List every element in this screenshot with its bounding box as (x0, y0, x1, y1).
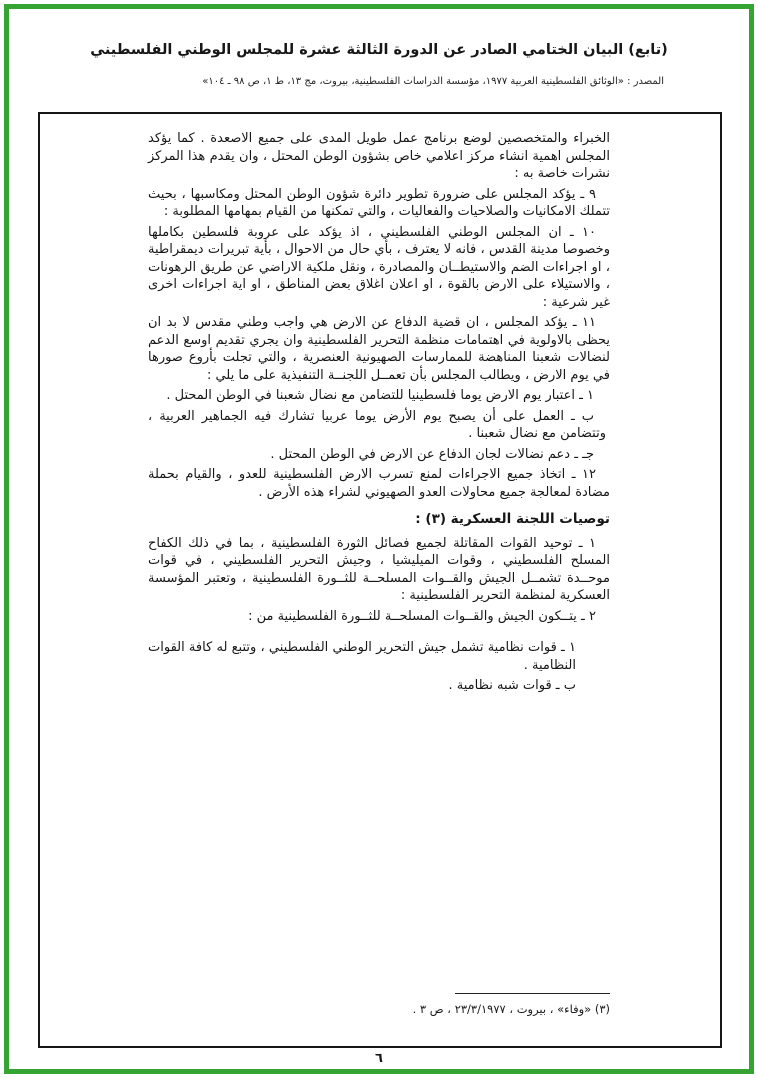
footnote-area (148, 993, 610, 1016)
document-title: (تابع) البيان الختامي الصادر عن الدورة الثالثة عشرة للمجلس الوطني الفلسطيني (90, 42, 668, 58)
paragraph: ١ ـ توحيد القوات المقاتلة لجميع فصائل الثورة الفلسطينية ، بما في ذلك الكفاح المسلح الفلسطيني ، وقوات الميليشيا ، وجيش التحرير الفلسطيني ، في قوات موحــدة تشمــل الجيش والقــوات المسلحــة للثــورة الفلسطينية ، وتعتبر المؤسسة العسكرية لمنظمة التحرير الفلسطينية : (148, 535, 610, 603)
paragraph: ب ـ العمل على أن يصبح يوم الأرض يوما عربيا تشارك فيه الجماهير العربية ، وتتضامن مع نضال شعبنا . (148, 408, 606, 441)
footnote-text: (٣) «وفاء» ، بيروت ، ٢٣/٣/١٩٧٧ ، ص ٣ . (412, 1002, 610, 1016)
source-line: المصدر : «الوثائق الفلسطينية العربية ١٩٧٧، مؤسسة الدراسات الفلسطينية، بيروت، مج ١٣، ط ١، ص ٩٨ ـ ١٠٤» (202, 76, 664, 87)
paragraph: ١ ـ قوات نظامية تشمل جيش التحرير الوطني الفلسطيني ، وتتبع له كافة القوات النظامية . (148, 640, 576, 673)
paragraph: الخبراء والمتخصصين لوضع برنامج عمل طويل المدى على جميع الاصعدة . كما يؤكد المجلس اهمية انشاء مركز اعلامي خاص بشؤون الوطن المحتل ، وان يقدم هذا المركز نشرات خاصة به : (148, 131, 610, 181)
text-column (148, 130, 610, 698)
paragraph: ب ـ قوات شبه نظامية . (448, 678, 576, 693)
paragraph: جـ ـ دعم نضالات لجان الدفاع عن الارض في الوطن المحتل . (270, 446, 594, 462)
paragraph: ١٠ ـ ان المجلس الوطني الفلسطيني ، اذ يؤكد على عروبة فلسطين بكاملها وخصوصا مدينة القدس ، فانه لا يعترف ، بأي حال من الاحوال ، بأية تبريرات ديمقراطية ، او اجراءات الضم والاستيطــان والمصادرة ، ونقل ملكية الاراضي عن طريق الرهونات ، والاستيلاء على الارض بالقوة ، او اعلان اغلاق بعض المناطق ، او اية اجراءات اخرى غير شرعية : (148, 224, 610, 310)
paragraph: ١٢ ـ اتخاذ جميع الاجراءات لمنع تسرب الارض الفلسطينية للعدو ، والقيام بحملة مضادة لمعالجة جميع محاولات العدو الصهيوني لشراء هذه الأرض . (148, 467, 610, 500)
section-heading: توصيات اللجنة العسكرية (٣) : (415, 511, 610, 527)
paragraph: ٢ ـ يتــكون الجيش والقــوات المسلحــة للثــورة الفلسطينية من : (248, 608, 596, 624)
paragraph: ١١ ـ يؤكد المجلس ، ان قضية الدفاع عن الارض هي واجب وطني مقدس لا بد ان يحظى بالاولوية في اهتمامات منظمة التحرير الفلسطينية وان يجري تقديم اوسع الدعم لنضالات شعبنا المناهضة للممارسات الصهيونية العنصرية ، والتي تجلت بأروع صورها في يوم الارض ، ويطالب المجلس بأن تعمــل اللجنــة التنفيذية على ما يلي : (148, 315, 610, 383)
page-number: ٦ (375, 1051, 383, 1066)
paragraph: ١ ـ اعتبار يوم الارض يوما فلسطينيا للتضامن مع نضال شعبنا في الوطن المحتل . (166, 388, 594, 403)
content-box (38, 112, 722, 1048)
paragraph: ٩ ـ يؤكد المجلس على ضرورة تطوير دائرة شؤون الوطن المحتل ومكاسبها ، بحيث تتملك الامكانيات والصلاحيات والفعاليات ، والتي تمكنها من القيام بمهامها المطلوبة : (148, 186, 610, 219)
footnote-divider (455, 993, 610, 994)
